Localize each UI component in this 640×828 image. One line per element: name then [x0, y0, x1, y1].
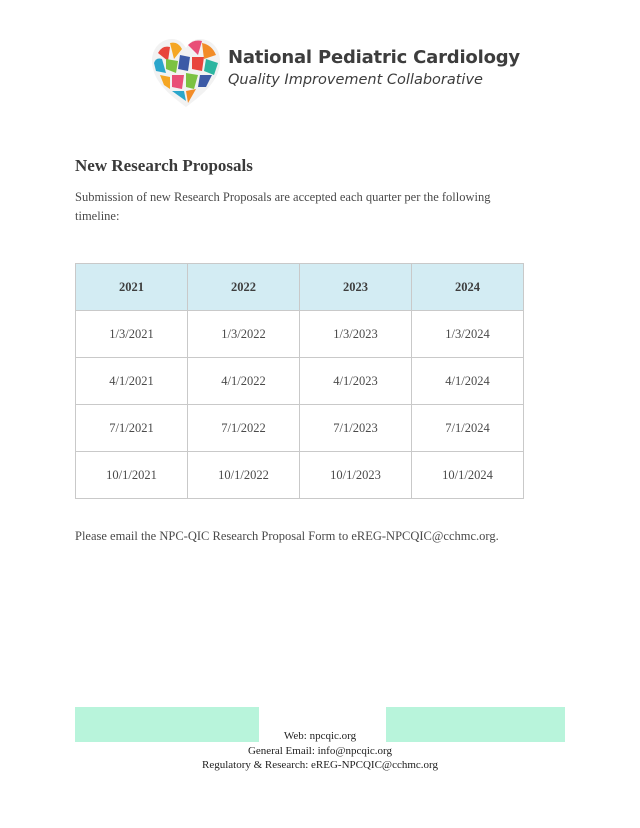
table-cell: 1/3/2022: [188, 311, 300, 358]
table-cell: 4/1/2023: [300, 358, 412, 405]
table-cell: 1/3/2023: [300, 311, 412, 358]
table-cell: 7/1/2023: [300, 405, 412, 452]
table-cell: 10/1/2023: [300, 452, 412, 499]
table-row: [76, 452, 524, 499]
column-header: 2021: [76, 264, 188, 311]
table-row: [76, 358, 524, 405]
org-subtitle: Quality Improvement Collaborative: [228, 72, 483, 88]
table-cell: 4/1/2021: [76, 358, 188, 405]
column-header: 2022: [188, 264, 300, 311]
intro-paragraph: Submission of new Research Proposals are accepted each quarter per the following timeline:: [75, 190, 491, 223]
column-header: 2024: [412, 264, 524, 311]
table-cell: 10/1/2022: [188, 452, 300, 499]
table-cell: 1/3/2024: [412, 311, 524, 358]
footer-regulatory-email: Regulatory & Research: eREG-NPCQIC@cchmc.org: [202, 759, 438, 771]
table-cell: 10/1/2021: [76, 452, 188, 499]
email-instruction: Please email the NPC-QIC Research Proposal Form to eREG-NPCQIC@cchmc.org.: [75, 529, 499, 543]
table-row: [76, 311, 524, 358]
footer-contact: [0, 729, 640, 773]
table-cell: 4/1/2022: [188, 358, 300, 405]
heart-handprints-logo-icon: [150, 37, 222, 109]
table-cell: 7/1/2022: [188, 405, 300, 452]
section-title: New Research Proposals: [75, 156, 253, 175]
table-header-row: [76, 264, 524, 311]
footer-web: Web: npcqic.org: [283, 730, 357, 742]
table-row: [76, 405, 524, 452]
table-cell: 4/1/2024: [412, 358, 524, 405]
column-header: 2023: [300, 264, 412, 311]
proposal-timeline-table: [75, 263, 524, 499]
org-name: National Pediatric Cardiology: [228, 47, 520, 68]
header: [150, 37, 520, 109]
table-cell: 10/1/2024: [412, 452, 524, 499]
table-cell: 7/1/2024: [412, 405, 524, 452]
table-cell: 7/1/2021: [76, 405, 188, 452]
table-cell: 1/3/2021: [76, 311, 188, 358]
footer-general-email: General Email: info@npcqic.org: [247, 744, 393, 757]
